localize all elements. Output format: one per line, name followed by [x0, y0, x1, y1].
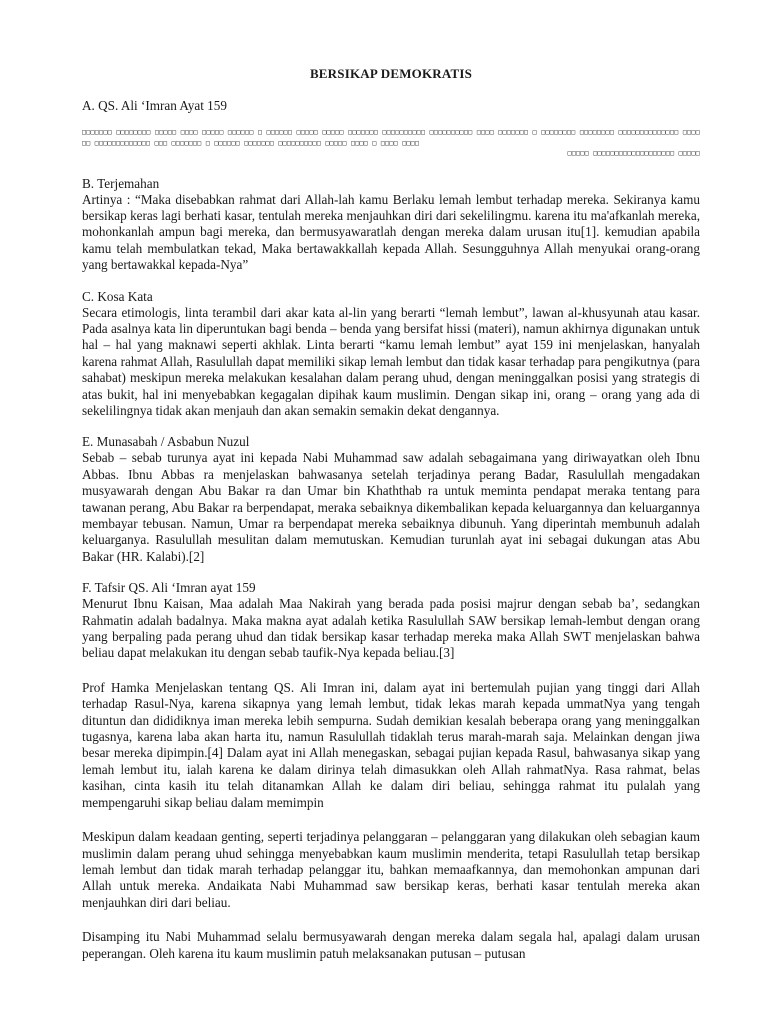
genting-paragraph: Meskipun dalam keadaan genting, seperti terjadinya pelanggaran – pelanggaran yang dilakukan oleh sebagian kaum muslimin dalam perang uhud sehingga menyebabkan kaum muslimin menderita, tetapi Rasulullah tetap bersikap lemah lembut dan tidak marah terhadap pelanggar itu, bahkan memaafkannya, dan memohonkan ampunan dari Allah untuk mereka. Andaikata Nabi Muhammad saw bersikap keras, berhati kasar tentulah mereka akan menjauhkan diri dari beliau.	[82, 829, 700, 910]
section-heading-f: F. Tafsir QS. Ali ‘Imran ayat 159	[82, 580, 256, 596]
arabic-verse-line: □□□□□□□ □□□□□□□□ □□□□□ □□□□ □□□□□ □□□□□□ □ □□□□□□ □□□□□ □□□□□ □□□□□□□ □□□□□□□□□□ □□□□□□□□□□ □□□□ □□□□□□□ □ □□□□□□□□	[82, 128, 576, 136]
section-heading-e: E. Munasabah / Asbabun Nuzul	[82, 434, 250, 450]
disamping-paragraph: Disamping itu Nabi Muhammad selalu bermusyawarah dengan mereka dalam segala hal, apalagi dalam urusan peperangan. Oleh karena itu kaum muslimin patuh melaksanakan putusan – putusan	[82, 929, 700, 961]
document-title: BERSIKAP DEMOKRATIS	[309, 66, 473, 81]
section-heading-c: C. Kosa Kata	[82, 288, 153, 304]
arabic-verse-line: □□□□□□□□ □□□□□□□□□□□□□□ □□□□□□ □□□□□□□□□□□□□ □□□ □□□□□□□ □ □□□□□□ □□□□□□□ □□□□□□□□□□ □□□□□ □□□□ □ □□□□ □□□□	[82, 128, 700, 147]
arabic-verse-block	[82, 127, 700, 159]
section-heading-a: A. QS. Ali ‘Imran Ayat 159	[82, 98, 227, 113]
section-heading-b: B. Terjemahan	[82, 175, 160, 191]
hamka-paragraph: Prof Hamka Menjelaskan tentang QS. Ali Imran ini, dalam ayat ini bertemulah pujian yang tinggi dari Allah terhadap Rasul-Nya, karena sikapnya yang lemah lembut, tidak lekas marah kepada ummatNya yang tengah dituntun dan dididiknya iman mereka lebih sempurna. Sudah demikian kesalah beberapa orang yang meninggalkan tugasnya, karena laba akan harta itu, namun Rasulullah tidaklah terus marah-marah saja. Melainkan dengan jiwa besar mereka dipimpin.[4] Dalam ayat ini Allah menegaskan, sebagai pujian kepada Rasul, bahwasanya sikap yang lemah lembut itu, ialah karena ke dalam dirinya telah dimasukkan oleh Allah rahmatNya. Rasa rahmat, belas kasihan, cinta kasih itu telah ditanamkan Allah ke dalam diri beliau, sehingga rahmat itu pulalah yang mempengaruhi sikap beliau dalam memimpin	[82, 679, 700, 810]
tafsir-paragraph: Menurut Ibnu Kaisan, Maa adalah Maa Nakirah yang berada pada posisi majrur dengan sebab ba’, sedangkan Rahmatin adalah badalnya. Maka makna ayat adalah ketika Rasulullah SAW bersikap lemah-lembut dengan orang yang berpaling pada perang uhud dan tidak bersikap kasar terhadap mereka maka Allah SWT menjelaskan bahwa beliau dapat melakukan itu dengan sebab taufik-Nya kepada beliau.[3]	[82, 596, 700, 661]
asbabun-nuzul-paragraph: Sebab – sebab turunya ayat ini kepada Nabi Muhammad saw adalah sebagaimana yang diriwayatkan oleh Ibnu Abbas. Ibnu Abbas ra menjelaskan bahwasanya setelah terjadinya perang Badar, Rasulullah mengadakan musyawarah dengan Abu Bakar ra dan Umar bin Khaththab ra untuk meminta pendapat meraka tentang para tawanan perang, Abu Bakar ra berpendapat, meraka sebaiknya dikembalikan kepada keluargannya dan keluargannya membayar tebusan. Namun, Umar ra berpendapat mereka sebaiknya dibunuh. Yang diperintah membunuh adalah keluarganya. Rasulullah mesulitan dalam memutuskan. Kemudian turunlah ayat ini sebagai dukungan atas Abu Bakar (HR. Kalabi).[2]	[82, 450, 700, 564]
document-page	[82, 66, 700, 962]
vocabulary-paragraph: Secara etimologis, linta terambil dari akar kata al-lin yang berarti “lemah lembut”, lawan al-khusyunah atau kasar. Pada asalnya kata lin diperuntukan bagi benda – benda yang bersifat hissi (materi), namun akhirnya digunakan untuk hal – hal yang maknawi seperti akhlak. Linta berarti “kamu lemah lembut” ayat 159 ini menjelaskan, hanyalah karena rahmat Allah, Rasulullah dapat memiliki sikap lemah lembut dan tidak kasar terhadap para pengikutnya (para sahabat) meskipun mereka melakukan kesalahan dalam perang uhud, dengan meninggalkan posisi yang strategis di atas bukit, hal ini menyebabkan kegagalan dipihak kaum muslimin. Dengan sikap ini, orang – orang yang ada di sekelilingnya tidak akan menjauh dan akan semakin semakin dekat dengannya.	[82, 304, 700, 418]
arabic-verse-line: □□□□□ □□□□□□□□□□□□□□□□□□□ □□□□□	[567, 149, 700, 157]
translation-paragraph: Artinya : “Maka disebabkan rahmat dari Allah-lah kamu Berlaku lemah lembut terhadap mereka. Sekiranya kamu bersikap keras lagi berhati kasar, tentulah mereka menjauhkan diri dari sekelilingmu. karena itu ma'afkanlah mereka, mohonkanlah ampun bagi mereka, dan bermusyawaratlah dengan mereka dalam urusan itu[1]. kemudian apabila kamu telah membulatkan tekad, Maka bertawakkallah kepada Allah. Sesungguhnya Allah menyukai orang-orang yang bertawakkal kepada-Nya”	[82, 191, 700, 273]
